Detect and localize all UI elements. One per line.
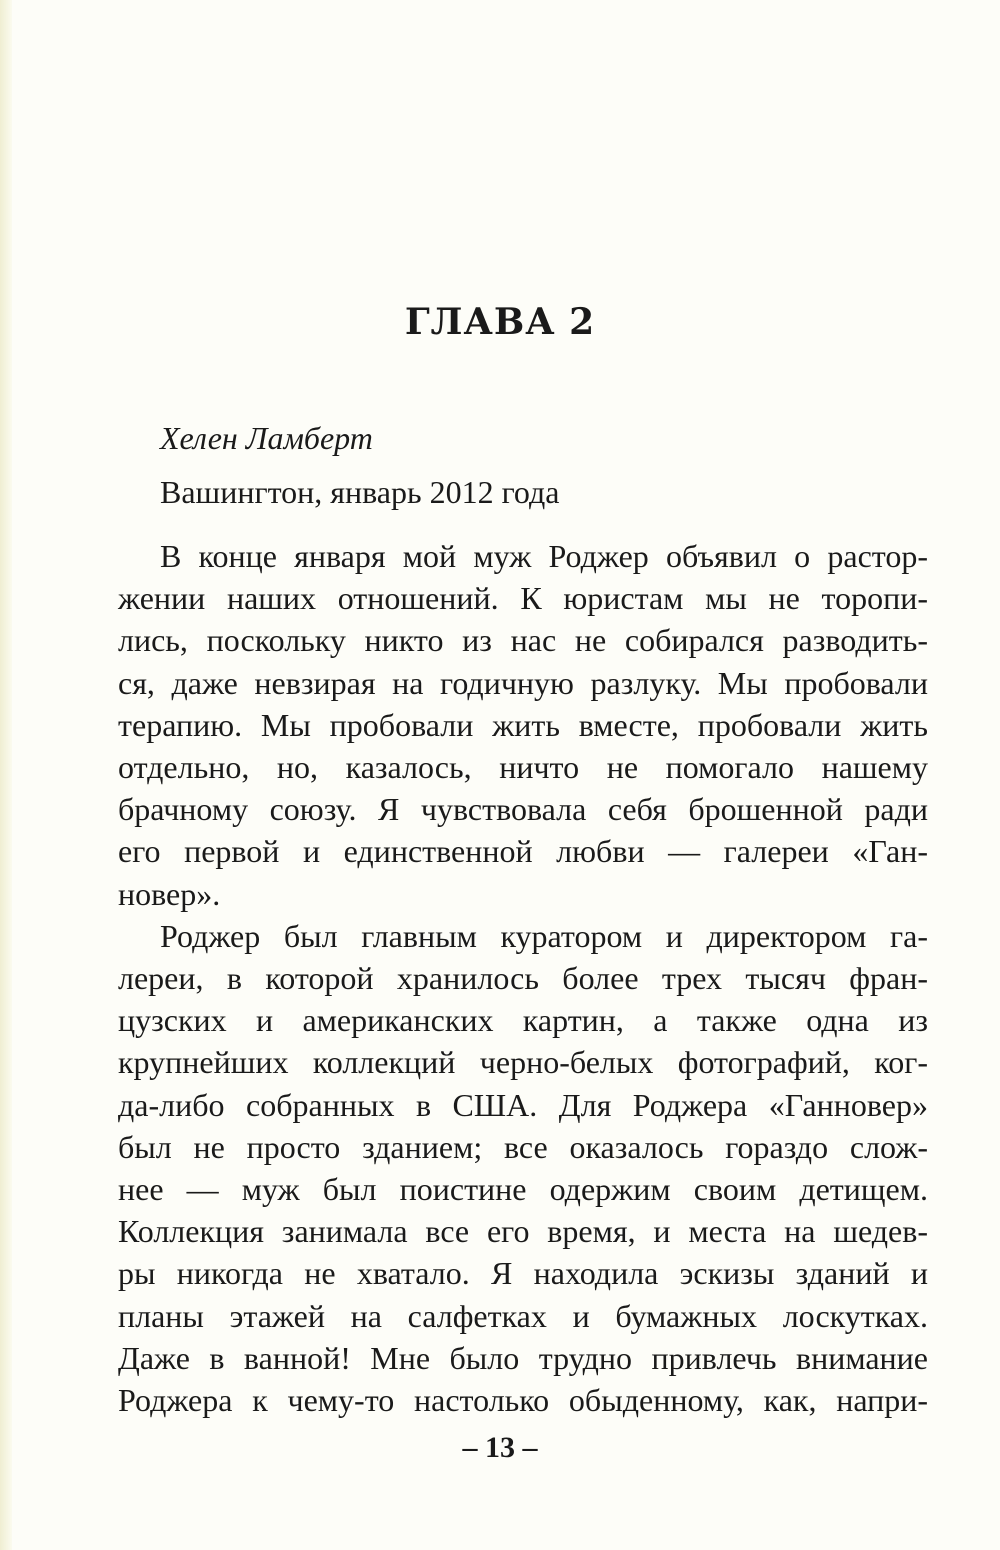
page-number: – 13 – (462, 1431, 538, 1464)
text-line: был не просто зданием; все оказалось гораздо слож- (118, 1129, 928, 1165)
text-line: лись, поскольку никто из нас не собирался разводить- (118, 622, 928, 658)
text-line: Роджер был главным куратором и директором га- (160, 918, 928, 954)
text-line: брачному союзу. Я чувствовала себя брошенной ради (118, 791, 928, 827)
text-line: терапию. Мы пробовали жить вместе, пробовали жить (118, 707, 928, 743)
text-line: жении наших отношений. К юристам мы не торопи- (118, 580, 928, 616)
text-line: В конце января мой муж Роджер объявил о растор- (160, 538, 928, 574)
page-edge-shadow (0, 0, 12, 1550)
text-line: его первой и единственной любви — галереи «Ган- (118, 833, 928, 869)
text-line: лереи, в которой хранилось более трех тысяч фран- (118, 960, 928, 996)
text-line: новер». (118, 876, 221, 912)
chapter-title: ГЛАВА 2 (404, 301, 596, 343)
text-line: отдельно, но, казалось, ничто не помогало нашему (118, 749, 928, 785)
text-line: да-либо собранных в США. Для Роджера «Ганновер» (118, 1087, 928, 1123)
text-line: Коллекция занимала все его время, и места на шедев- (118, 1213, 928, 1249)
text-line: цузских и американских картин, а также одна из (118, 1002, 928, 1038)
text-line: планы этажей на салфетках и бумажных лоскутках. (118, 1298, 928, 1334)
text-line: Роджера к чему-то настолько обыденному, как, напри- (118, 1382, 928, 1418)
text-line: ся, даже невзирая на годичную разлуку. Мы пробовали (118, 665, 928, 701)
text-line: Даже в ванной! Мне было трудно привлечь внимание (118, 1340, 928, 1376)
text-line: крупнейших коллекций черно-белых фотографий, ког- (118, 1044, 928, 1080)
text-line: ры никогда не хватало. Я находила эскизы зданий и (118, 1255, 928, 1291)
text-line: нее — муж был поистине одержим своим детищем. (118, 1171, 928, 1207)
author-name: Хелен Ламберт (160, 420, 373, 456)
place-date: Вашингтон, январь 2012 года (160, 474, 560, 510)
